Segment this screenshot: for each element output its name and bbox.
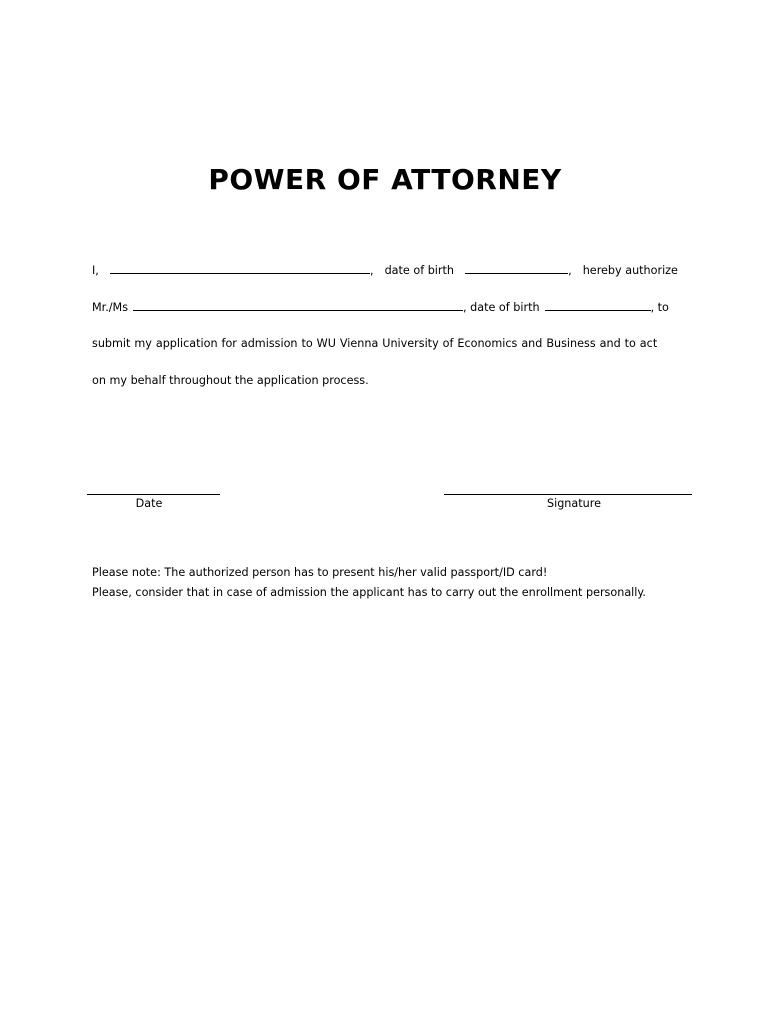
line1-text-3: date of birth bbox=[384, 264, 454, 277]
authorization-line-1 bbox=[92, 264, 678, 277]
document-title: POWER OF ATTORNEY bbox=[208, 163, 562, 196]
agent-birthdate-blank bbox=[545, 301, 651, 311]
authorization-line-4: on my behalf throughout the application process. bbox=[92, 374, 369, 387]
line1-text-2: , bbox=[369, 264, 374, 277]
date-line bbox=[87, 494, 220, 495]
authorization-line-2 bbox=[92, 301, 678, 314]
line2-text-1: Mr./Ms bbox=[92, 301, 129, 314]
note-enrollment: Please, consider that in case of admission the applicant has to carry out the enrollment personally. bbox=[92, 586, 646, 599]
agent-name-blank bbox=[133, 301, 463, 311]
note-passport: Please note: The authorized person has to present his/her valid passport/ID card! bbox=[92, 566, 548, 579]
signature-line bbox=[444, 494, 692, 495]
line1-text-1: I, bbox=[92, 264, 99, 277]
date-label: Date bbox=[135, 497, 163, 510]
line2-text-3: , to bbox=[650, 301, 669, 314]
line2-text-2: , date of birth bbox=[463, 301, 540, 314]
line1-text-5: hereby authorize bbox=[582, 264, 678, 277]
principal-name-blank bbox=[110, 264, 370, 274]
line1-text-4: , bbox=[568, 264, 572, 277]
signature-label: Signature bbox=[547, 497, 601, 510]
principal-birthdate-blank bbox=[465, 264, 568, 274]
authorization-line-3: submit my application for admission to WU Vienna University of Economics and Business and to act bbox=[92, 337, 658, 350]
